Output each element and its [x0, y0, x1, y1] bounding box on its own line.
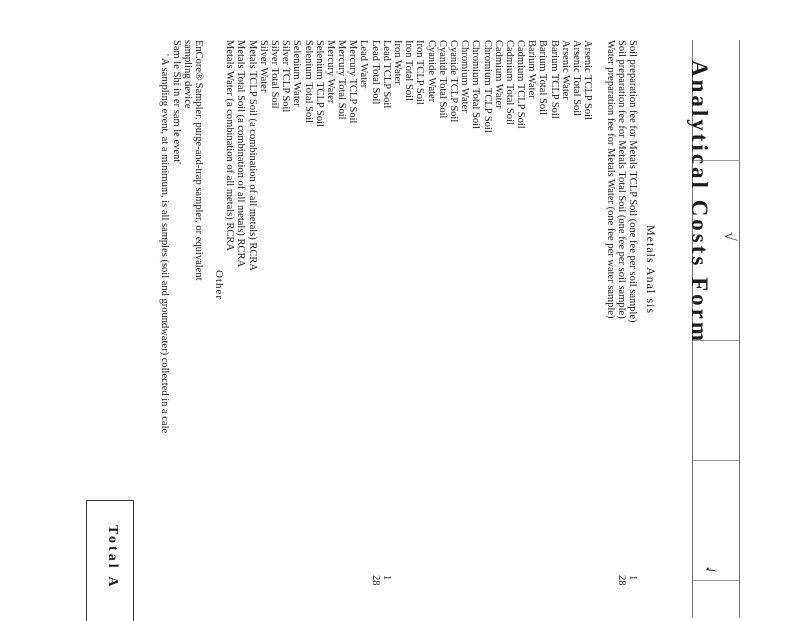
line-items-list: [224, 40, 638, 600]
line-item: [470, 40, 481, 600]
other-line: sampling device: [181, 40, 193, 109]
line-item-quantity: 1: [380, 575, 392, 581]
line-item-label: Arsenic Water: [559, 40, 571, 100]
total-label: Total A: [105, 525, 120, 590]
line-item: [627, 40, 638, 600]
line-item-label: Barium TCLP Soil: [548, 40, 560, 119]
line-item-label: Metals Water (a combination of all metals) RCRA: [224, 40, 236, 251]
line-item-label: Selenium TCLP Soil: [313, 40, 325, 127]
line-item: [582, 40, 593, 600]
line-item-label: Arsenic Total Soil: [571, 40, 583, 117]
line-item-quantity: 28: [615, 575, 627, 586]
line-item-label: Water preparation fee for Metals Water (one fee per water sample): [604, 40, 616, 319]
line-item: [481, 40, 492, 600]
line-item: [425, 40, 436, 600]
header-cell: [693, 580, 739, 581]
line-item-label: Cyanide Water: [425, 40, 437, 103]
line-item: [381, 40, 392, 600]
line-item-label: Barium Total Soil: [537, 40, 549, 115]
line-item-label: Mercury TCLP Soil: [347, 40, 359, 124]
line-item-label: Selenium Water: [291, 40, 303, 107]
line-item-label: Iron Total Soil: [403, 40, 415, 101]
line-item: [302, 40, 313, 600]
line-item: [549, 40, 560, 600]
line-item-label: Iron TCLP Soil: [414, 40, 426, 105]
line-item-label: Soil preparation fee for Metals TCLP Soil (one fee per soil sample): [627, 40, 638, 323]
line-item-label: Cadmium TCLP Soil: [515, 40, 527, 129]
line-item: [392, 40, 403, 600]
line-item: [370, 40, 381, 600]
line-item: [403, 40, 414, 600]
line-item-label: Silver Water: [257, 40, 269, 93]
line-item: [437, 40, 448, 600]
line-item-label: Arsenic TCLP Soil: [582, 40, 594, 120]
other-line: EnCore® Sampler, purge-and-trap sampler, or equivalent: [193, 40, 204, 281]
line-item: [246, 40, 257, 600]
other-line: Sam le Shi in er sam le event': [170, 40, 182, 165]
line-item: [504, 40, 515, 600]
line-item-quantity: 28: [369, 575, 381, 586]
line-item-label: Chromium Water: [459, 40, 471, 113]
line-item: [515, 40, 526, 600]
line-item-label: Cadmium Total Soil: [503, 40, 515, 125]
line-item-label: Silver TCLP Soil: [280, 40, 292, 113]
line-item-label: Mercury Total Soil: [336, 40, 348, 120]
line-item: [347, 40, 358, 600]
line-item: [325, 40, 336, 600]
line-item-label: Lead Water: [358, 40, 370, 89]
line-item-label: Metals Total Soil (a combination of all metals) RCRA: [235, 40, 247, 268]
line-item-label: Metals TCLP Soil (a combination of all metals) RCRA: [246, 40, 258, 271]
line-item: [314, 40, 325, 600]
line-item-label: Chromium Total Soil: [470, 40, 482, 129]
line-item: [526, 40, 537, 600]
line-item-label: Barium Water: [526, 40, 538, 99]
line-item-label: Lead TCLP Soil: [380, 40, 392, 109]
tick-mark-icon: ✓: [700, 562, 719, 580]
line-item: [258, 40, 269, 600]
line-item: [448, 40, 459, 600]
line-item-label: Soil preparation fee for Metals Total Soil (one fee per soil sample): [615, 40, 627, 319]
line-item: [336, 40, 347, 600]
line-item: [235, 40, 246, 600]
line-item-label: Silver Total Soil: [269, 40, 280, 109]
line-item: [593, 40, 604, 600]
line-item: [560, 40, 571, 600]
footnote-line: ' A sampling event, at a minimum, is all samples (soil and groundwater) collected in a cale: [159, 54, 171, 434]
line-item: [571, 40, 582, 600]
line-item: [414, 40, 425, 600]
check-mark-icon: √: [721, 232, 738, 241]
header-cell: [693, 460, 739, 461]
line-item: [269, 40, 280, 600]
line-item: [616, 40, 627, 600]
other-lines-list: [159, 40, 204, 600]
other-heading: Other: [213, 270, 225, 301]
section-subtitle: Metals Anal sis: [644, 225, 658, 314]
line-item-label: Cyanide Total Soil: [436, 40, 448, 119]
line-item-label: Lead Total Soil: [369, 40, 381, 105]
line-item-label: Mercury Water: [324, 40, 336, 104]
line-item-label: Cyanide TCLP Soil: [448, 40, 459, 123]
line-item: [459, 40, 470, 600]
line-item: [537, 40, 548, 600]
line-item: [358, 40, 369, 600]
line-item: [493, 40, 504, 600]
page-title: Analytical Costs Form: [687, 60, 712, 345]
line-item: [291, 40, 302, 600]
line-item: [280, 40, 291, 600]
line-item-label: Cadmium Water: [492, 40, 504, 109]
line-item: [604, 40, 615, 600]
line-item-label: Selenium Total Soil: [302, 40, 314, 124]
line-item-label: Chromium TCLP Soil: [481, 40, 493, 133]
line-item-quantity: 1: [627, 575, 638, 581]
line-item: [224, 40, 235, 600]
line-item-label: Iron Water: [392, 40, 404, 85]
